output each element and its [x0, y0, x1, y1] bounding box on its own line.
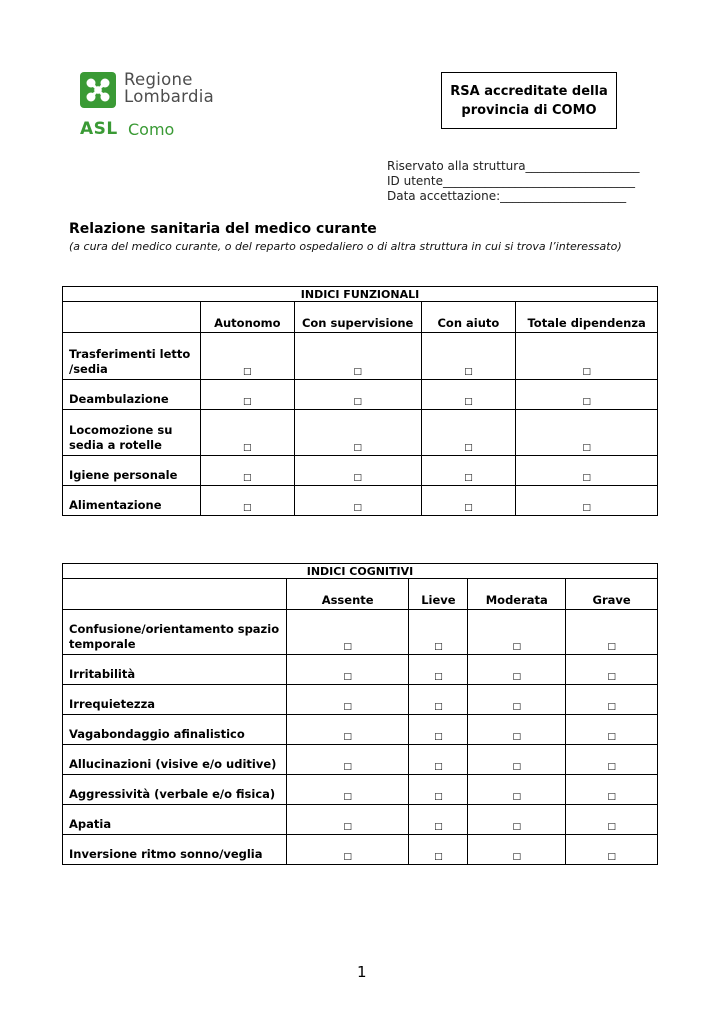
checkbox[interactable]: □ — [294, 486, 421, 516]
checkbox[interactable]: □ — [409, 835, 468, 865]
reserved-structure-field: Riservato alla struttura___________________ — [387, 159, 640, 173]
checkbox[interactable]: □ — [516, 456, 658, 486]
row-label: Trasferimenti letto /sedia — [63, 333, 201, 380]
checkbox[interactable]: □ — [409, 775, 468, 805]
logo-line2: Lombardia — [124, 87, 215, 106]
checkbox[interactable]: □ — [421, 333, 516, 380]
cognitive-indices-table — [62, 563, 658, 865]
checkbox[interactable]: □ — [200, 456, 294, 486]
checkbox[interactable]: □ — [516, 486, 658, 516]
checkbox[interactable]: □ — [468, 775, 566, 805]
rsa-line1: RSA accreditate della — [450, 83, 608, 99]
rsa-line2: provincia di COMO — [461, 102, 597, 118]
checkbox[interactable]: □ — [294, 410, 421, 456]
checkbox[interactable]: □ — [468, 835, 566, 865]
checkbox[interactable]: □ — [200, 486, 294, 516]
checkbox[interactable]: □ — [421, 380, 516, 410]
row-label: Deambulazione — [63, 380, 201, 410]
checkbox[interactable]: □ — [409, 745, 468, 775]
table-row — [63, 805, 658, 835]
checkbox[interactable]: □ — [566, 655, 658, 685]
asl-city-label: Como — [128, 120, 175, 139]
page-number: 1 — [357, 963, 367, 981]
column-header: Con aiuto — [421, 302, 516, 333]
functional-indices-table — [62, 286, 658, 516]
checkbox[interactable]: □ — [566, 805, 658, 835]
table-row — [63, 380, 658, 410]
row-label: Aggressività (verbale e/o fisica) — [63, 775, 287, 805]
page-title: Relazione sanitaria del medico curante — [69, 221, 377, 237]
table-row — [63, 456, 658, 486]
checkbox[interactable]: □ — [421, 486, 516, 516]
table-row — [63, 410, 658, 456]
row-label: Irrequietezza — [63, 685, 287, 715]
logo-text — [124, 71, 214, 105]
table-row — [63, 610, 658, 655]
row-label: Alimentazione — [63, 486, 201, 516]
row-label: Irritabilità — [63, 655, 287, 685]
table-row — [63, 333, 658, 380]
checkbox[interactable]: □ — [286, 610, 409, 655]
user-id-field: ID utente________________________________ — [387, 174, 635, 188]
table-corner-cell — [63, 579, 287, 610]
column-header: Autonomo — [200, 302, 294, 333]
checkbox[interactable]: □ — [286, 835, 409, 865]
logo-line1: Regione — [124, 70, 193, 89]
checkbox[interactable]: □ — [468, 685, 566, 715]
checkbox[interactable]: □ — [468, 715, 566, 745]
checkbox[interactable]: □ — [566, 775, 658, 805]
checkbox[interactable]: □ — [468, 745, 566, 775]
checkbox[interactable]: □ — [421, 410, 516, 456]
acceptance-date-field: Data accettazione:_____________________ — [387, 189, 627, 203]
checkbox[interactable]: □ — [516, 410, 658, 456]
checkbox[interactable]: □ — [286, 805, 409, 835]
table-row — [63, 685, 658, 715]
row-label: Allucinazioni (visive e/o uditive) — [63, 745, 287, 775]
row-label: Confusione/orientamento spazio temporale — [63, 610, 287, 655]
checkbox[interactable]: □ — [468, 805, 566, 835]
column-header: Assente — [286, 579, 409, 610]
checkbox[interactable]: □ — [286, 715, 409, 745]
checkbox[interactable]: □ — [468, 610, 566, 655]
column-header: Grave — [566, 579, 658, 610]
row-label: Inversione ritmo sonno/veglia — [63, 835, 287, 865]
checkbox[interactable]: □ — [200, 410, 294, 456]
row-label: Locomozione su sedia a rotelle — [63, 410, 201, 456]
checkbox[interactable]: □ — [409, 715, 468, 745]
checkbox[interactable]: □ — [200, 333, 294, 380]
checkbox[interactable]: □ — [566, 610, 658, 655]
table-corner-cell — [63, 302, 201, 333]
column-header: Totale dipendenza — [516, 302, 658, 333]
column-header: Moderata — [468, 579, 566, 610]
checkbox[interactable]: □ — [566, 835, 658, 865]
table-row — [63, 715, 658, 745]
asl-label: ASL — [80, 119, 118, 139]
column-header: Lieve — [409, 579, 468, 610]
rsa-box — [441, 72, 617, 129]
functional-table-title: INDICI FUNZIONALI — [63, 287, 658, 302]
checkbox[interactable]: □ — [409, 655, 468, 685]
checkbox[interactable]: □ — [566, 685, 658, 715]
table-row — [63, 835, 658, 865]
table-row — [63, 486, 658, 516]
checkbox[interactable]: □ — [468, 655, 566, 685]
regione-lombardia-logo-icon — [80, 72, 116, 108]
column-header: Con supervisione — [294, 302, 421, 333]
row-label: Vagabondaggio afinalistico — [63, 715, 287, 745]
table-row — [63, 655, 658, 685]
table-row — [63, 745, 658, 775]
checkbox[interactable]: □ — [516, 333, 658, 380]
checkbox[interactable]: □ — [294, 380, 421, 410]
checkbox[interactable]: □ — [516, 380, 658, 410]
page-subtitle: (a cura del medico curante, o del reparto ospedaliero o di altra struttura in cui si trova l’interessato) — [69, 240, 622, 253]
checkbox[interactable]: □ — [286, 745, 409, 775]
checkbox[interactable]: □ — [286, 655, 409, 685]
checkbox[interactable]: □ — [286, 775, 409, 805]
cognitive-table-title: INDICI COGNITIVI — [63, 564, 658, 579]
checkbox[interactable]: □ — [294, 456, 421, 486]
checkbox[interactable]: □ — [421, 456, 516, 486]
checkbox[interactable]: □ — [409, 685, 468, 715]
checkbox[interactable]: □ — [566, 715, 658, 745]
checkbox[interactable]: □ — [294, 333, 421, 380]
row-label: Igiene personale — [63, 456, 201, 486]
checkbox[interactable]: □ — [200, 380, 294, 410]
checkbox[interactable]: □ — [286, 685, 409, 715]
checkbox[interactable]: □ — [409, 805, 468, 835]
row-label: Apatia — [63, 805, 287, 835]
checkbox[interactable]: □ — [409, 610, 468, 655]
table-row — [63, 775, 658, 805]
checkbox[interactable]: □ — [566, 745, 658, 775]
